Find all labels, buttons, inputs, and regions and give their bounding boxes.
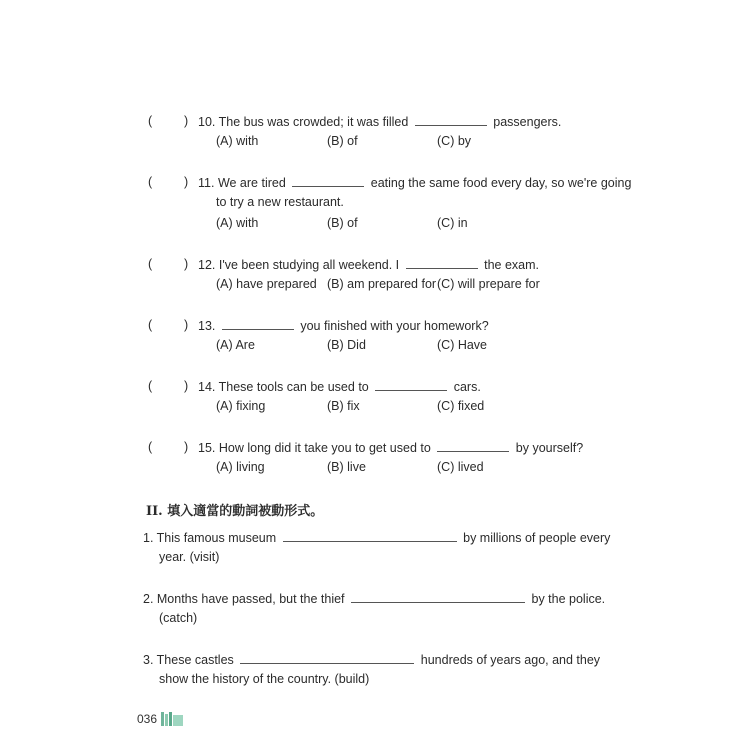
answer-paren-open: ( [148, 114, 153, 128]
fill-item-text [143, 530, 610, 545]
fill-stem-after: hundreds of years ago, and they [420, 653, 601, 667]
option-c: (C) fixed [437, 399, 485, 413]
answer-blank [406, 257, 478, 269]
question-number: 12. [198, 258, 216, 272]
option-a: (A) Are [216, 338, 255, 352]
fill-item-continued: (catch) [159, 611, 198, 625]
option-b: (B) Did [327, 338, 366, 352]
option-b: (B) fix [327, 399, 360, 413]
question-text [198, 257, 539, 272]
answer-paren-open: ( [148, 440, 153, 454]
option-c: (C) lived [437, 460, 484, 474]
answer-paren-close: ) [184, 257, 189, 271]
option-a: (A) with [216, 134, 259, 148]
fill-stem-before: 1. This famous museum [143, 531, 277, 545]
question-text [198, 318, 489, 333]
question-stem-after: eating the same food every day, so we're going [370, 176, 632, 190]
answer-paren-open: ( [148, 379, 153, 393]
question-text [198, 175, 631, 190]
fill-item-continued: year. (visit) [159, 550, 220, 564]
fill-stem-before: 2. Months have passed, but the thief [143, 592, 345, 606]
fill-stem-after: by millions of people every [463, 531, 611, 545]
question-text [198, 379, 481, 394]
answer-blank [222, 318, 294, 330]
answer-blank [375, 379, 447, 391]
option-c: (C) by [437, 134, 472, 148]
question-number: 15. [198, 441, 216, 455]
section-2-title: II. 填入適當的動詞被動形式。 [146, 504, 324, 519]
fill-item-text [143, 591, 605, 606]
answer-paren-close: ) [184, 175, 189, 189]
option-c: (C) in [437, 216, 468, 230]
question-stem-before: How long did it take you to get used to [218, 441, 431, 455]
question-text [198, 114, 561, 129]
question-stem-before: I've been studying all weekend. I [218, 258, 400, 272]
option-a: (A) living [216, 460, 265, 474]
question-text-continued: to try a new restaurant. [216, 195, 344, 209]
answer-blank [437, 440, 509, 452]
answer-blank [283, 530, 457, 542]
question-text [198, 440, 583, 455]
option-b: (B) of [327, 216, 358, 230]
question-number: 11. [198, 176, 215, 190]
question-number: 13. [198, 319, 216, 333]
question-stem-before: The bus was crowded; it was filled [218, 115, 409, 129]
question-stem-after: you finished with your homework? [300, 319, 489, 333]
question-number: 10. [198, 115, 216, 129]
fill-item-text [143, 652, 600, 667]
answer-paren-close: ) [184, 318, 189, 332]
answer-blank [240, 652, 414, 664]
answer-paren-open: ( [148, 318, 153, 332]
question-stem-after: the exam. [484, 258, 540, 272]
fill-stem-after: by the police. [531, 592, 606, 606]
answer-paren-close: ) [184, 114, 189, 128]
page-footer [137, 712, 184, 726]
option-c: (C) will prepare for [437, 277, 540, 291]
option-a: (A) fixing [216, 399, 266, 413]
answer-blank [292, 175, 364, 187]
answer-paren-open: ( [148, 175, 153, 189]
question-stem-before: These tools can be used to [218, 380, 369, 394]
answer-paren-close: ) [184, 440, 189, 454]
answer-paren-open: ( [148, 257, 153, 271]
option-c: (C) Have [437, 338, 488, 352]
fill-item-continued: show the history of the country. (build) [159, 672, 370, 686]
option-b: (B) of [327, 134, 358, 148]
answer-blank [351, 591, 525, 603]
question-stem-after: cars. [453, 380, 481, 394]
answer-blank [415, 114, 487, 126]
option-a: (A) with [216, 216, 259, 230]
option-b: (B) live [327, 460, 366, 474]
question-stem-after: passengers. [493, 115, 562, 129]
question-number: 14. [198, 380, 216, 394]
option-a: (A) have prepared [216, 277, 317, 291]
option-b: (B) am prepared for [327, 277, 437, 291]
answer-paren-close: ) [184, 379, 189, 393]
question-stem-before: We are tired [217, 176, 286, 190]
question-stem-after: by yourself? [515, 441, 584, 455]
fill-stem-before: 3. These castles [143, 653, 234, 667]
page-number: 036 [137, 712, 158, 726]
books-icon [161, 712, 184, 726]
